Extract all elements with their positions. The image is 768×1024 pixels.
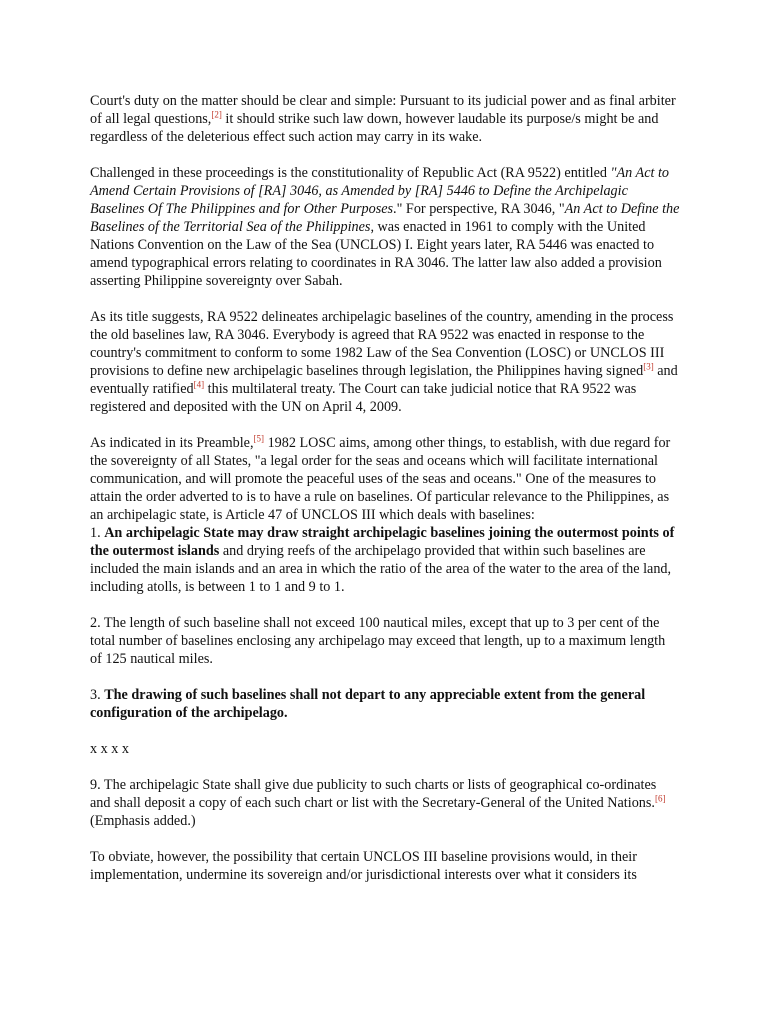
text-run: As its title suggests, RA 9522 delineates archipelagic baselines of the country, amending in the process the old baselines law, RA 3046. Everybody is agreed that RA 9522 was enacted in response to the country's commitment to conform to some 1982 Law of the Sea Convention (LOSC) or UNCLOS III provisions to define new archipelagic baselines through legislation, the Philippines having signed [90,309,674,379]
text-run: and eventually ratified [90,363,678,397]
emphasized-text: An archipelagic State may draw straight archipelagic baselines joining the outermost points of the outermost islands [90,525,675,559]
article-47-item-3 [90,686,680,722]
paragraph-challenged [90,164,680,290]
ra3046-title: An Act to Define the Baselines of the Territorial Sea of the Philippines [90,201,680,235]
footnote-link-3[interactable]: [3] [643,361,654,372]
article-47-item-9 [90,776,680,830]
footnote-link-4[interactable]: [4] [193,379,205,390]
item-number: 1. [90,525,105,541]
ellipsis-marker: x x x x [90,741,130,757]
document-body [90,92,680,902]
text-run: this multilateral treaty. The Court can take judicial notice that RA 9522 was registered and deposited with the UN on April 4, 2009. [90,381,637,415]
text-run: it should strike such law down, however laudable its purpose/s might be and regardless of the deleterious effect such action may carry in its wake. [90,111,659,145]
text-run: (Emphasis added.) [90,813,196,829]
paragraph-preamble [90,434,680,524]
article-47-item-2: 2. The length of such baseline shall not exceed 100 nautical miles, except that up to 3 per cent of the total number of baselines enclosing any archipelago may exceed that length, up to a maximum length of 125 nautical miles. [90,615,666,667]
paragraph-title-suggests [90,308,680,416]
emphasized-text: The drawing of such baselines shall not depart to any appreciable extent from the general configuration of the archipelago. [90,687,646,721]
text-run: , was enacted in 1961 to comply with the United Nations Convention on the Law of the Sea (UNCLOS) I. Eight years later, RA 5446 was enacted to amend typographical errors relating to coordinates in RA 3046. The latter law also added a provision asserting Philippine sovereignty over Sabah. [90,219,662,289]
paragraph-obviate: To obviate, however, the possibility that certain UNCLOS III baseline provisions would, in their implementation, undermine its sovereign and/or jurisdictional interests over what it considers its [90,849,637,883]
text-run: As indicated in its Preamble, [90,435,254,451]
text-run: and drying reefs of the archipelago provided that within such baselines are included the main islands and an area in which the ratio of the area of the water to the area of the land, including atolls, is between 1 to 1 and 9 to 1. [90,543,672,595]
item-number: 3. [90,687,105,703]
text-run: 9. The archipelagic State shall give due publicity to such charts or lists of geographical co-ordinates and shall deposit a copy of each such chart or list with the Secretary-General of the United Nations. [90,777,657,811]
footnote-link-6[interactable]: [6] [654,793,666,804]
text-run: ." For perspective, RA 3046, " [393,201,565,217]
ra9522-title: "An Act to Amend Certain Provisions of [RA] 3046, as Amended by [RA] 5446 to Define the Archipelagic Baselines Of The Philippines and for Other Purposes [90,165,670,217]
text-run: Challenged in these proceedings is the constitutionality of Republic Act (RA 9522) entitled [90,165,611,181]
article-47-item-1 [90,524,680,596]
paragraph-court-duty [90,92,680,146]
footnote-link-5[interactable]: [5] [253,433,265,444]
footnote-link-2[interactable]: [2] [211,109,222,120]
text-run: 1982 LOSC aims, among other things, to establish, with due regard for the sovereignty of all States, "a legal order for the seas and oceans which will facilitate international communication, and will promote the peaceful uses of the seas and oceans." One of the measures to attain the order adverted to is to have a rule on baselines. Of particular relevance to the Philippines, as an archipelagic state, is Article 47 of UNCLOS III which deals with baselines: [90,435,671,523]
text-run: Court's duty on the matter should be clear and simple: Pursuant to its judicial power and as final arbiter of all legal questions, [90,93,676,127]
